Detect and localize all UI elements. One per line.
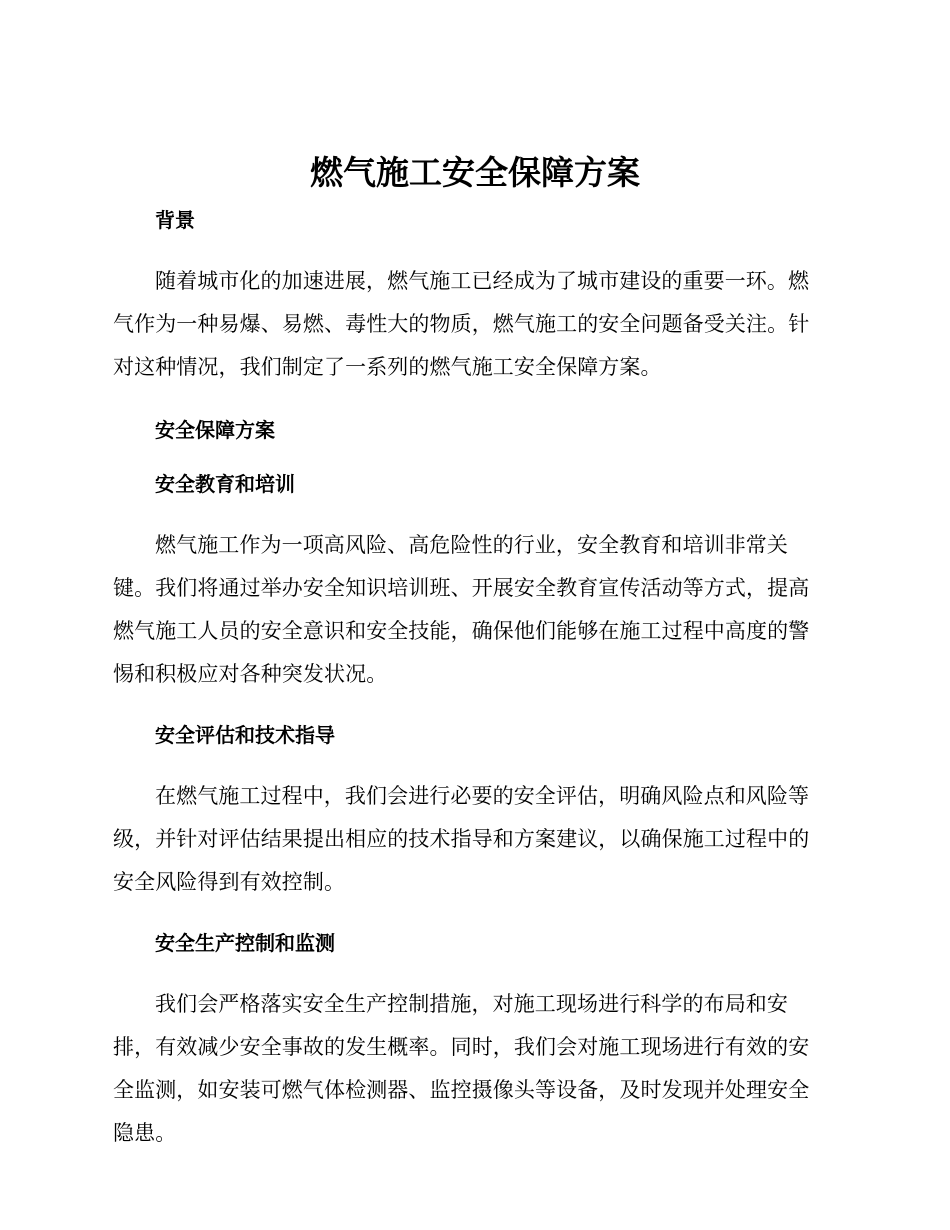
paragraph-training xyxy=(113,524,831,696)
paragraph-line: 惕和积极应对各种突发状况。 xyxy=(113,662,388,686)
document-title: 燃气施工安全保障方案 xyxy=(310,153,640,192)
paragraph-line: 对这种情况，我们制定了一系列的燃气施工安全保障方案。 xyxy=(113,355,662,379)
paragraph-line: 随着城市化的加速进展，燃气施工已经成为了城市建设的重要一环。燃 xyxy=(155,269,810,293)
document-body xyxy=(113,200,831,1155)
paragraph-line: 安全风险得到有效控制。 xyxy=(113,870,346,894)
paragraph-line: 我们会严格落实安全生产控制措施，对施工现场进行科学的布局和安 xyxy=(155,992,788,1016)
section-heading-training: 安全教育和培训 xyxy=(155,472,295,496)
paragraph-line: 气作为一种易爆、易燃、毒性大的物质，燃气施工的安全问题备受关注。针 xyxy=(113,312,810,336)
section-heading-assessment: 安全评估和技术指导 xyxy=(155,723,335,747)
section-heading-safety-plan: 安全保障方案 xyxy=(155,418,275,442)
paragraph-line: 燃气施工作为一项高风险、高危险性的行业，安全教育和培训非常关 xyxy=(155,533,788,557)
paragraph-line: 在燃气施工过程中，我们会进行必要的安全评估，明确风险点和风险等 xyxy=(155,784,810,808)
section-heading-background: 背景 xyxy=(155,208,195,232)
paragraph-line: 级，并针对评估结果提出相应的技术指导和方案建议，以确保施工过程中的 xyxy=(113,827,810,851)
paragraph-monitoring xyxy=(113,983,831,1155)
section-heading-monitoring: 安全生产控制和监测 xyxy=(155,931,335,955)
paragraph-line: 排，有效减少安全事故的发生概率。同时，我们会对施工现场进行有效的安 xyxy=(113,1035,810,1059)
paragraph-assessment xyxy=(113,775,831,904)
paragraph-line: 隐患。 xyxy=(113,1121,177,1145)
paragraph-line: 燃气施工人员的安全意识和安全技能，确保他们能够在施工过程中高度的警 xyxy=(113,619,810,643)
paragraph-background xyxy=(113,260,831,389)
paragraph-line: 全监测，如安装可燃气体检测器、监控摄像头等设备，及时发现并处理安全 xyxy=(113,1078,810,1102)
paragraph-line: 键。我们将通过举办安全知识培训班、开展安全教育宣传活动等方式，提高 xyxy=(113,576,810,600)
